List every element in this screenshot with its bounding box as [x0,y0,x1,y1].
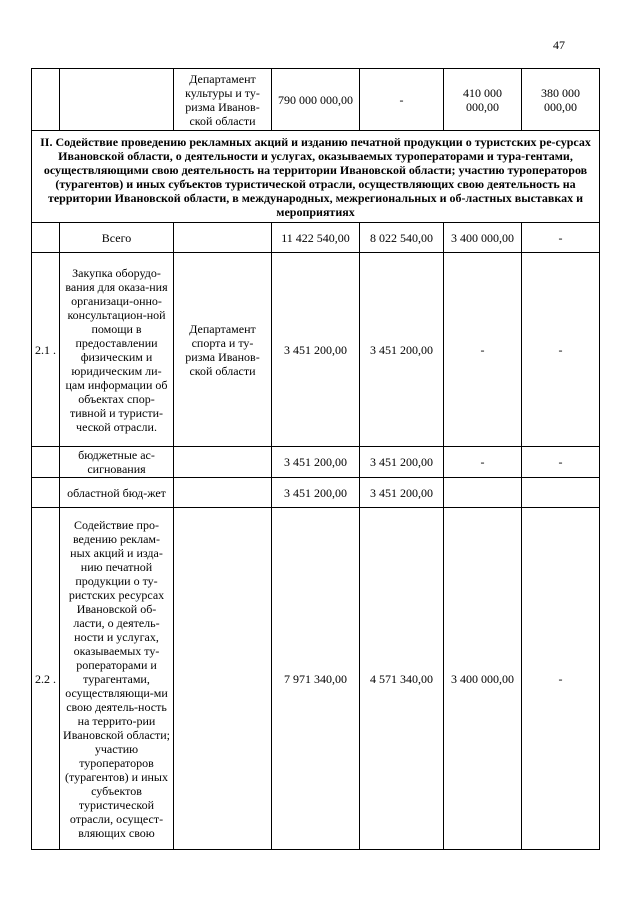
year-cell: 3 400 000,00 [444,223,522,253]
year-cell [444,478,522,508]
year-cell: - [444,447,522,478]
row-number-cell [32,69,60,131]
year-cell: 380 000 000,00 [522,69,600,131]
executor-cell [174,447,272,478]
activity-name: Закупка оборудо-вания для оказа-ния организаци-онно-консультацион-ной помощи в предоставлении физическим и юридическим ли-цам информации об объектах спор-тивной и туристи-ческой отрасли. [60,253,174,447]
total-cell: 790 000 000,00 [272,69,360,131]
table-row [32,478,600,508]
executor-cell [174,508,272,850]
year-cell: 3 451 200,00 [360,478,444,508]
executor-cell: Департамент спорта и ту-ризма Иванов-ской области [174,253,272,447]
total-cell: 3 451 200,00 [272,478,360,508]
year-cell: - [522,447,600,478]
executor-cell [174,478,272,508]
year-cell: - [522,223,600,253]
activity-name: бюджетные ас-сигнования [60,447,174,478]
year-cell: 3 451 200,00 [360,447,444,478]
activity-name: Содействие про-ведению реклам-ных акций и изда-нию печатной продукции о ту-ристских ресурсах Ивановской об-ласти, о деятель-ности и услугах, оказываемых ту-роператорами и турагентами, осуществляющи-ми свою деятель-ность на террито-рии Ивановской области; участию туроператоров (турагентов) и иных субъектов туристической отрасли, осущест-вляющих свою [60,508,174,850]
year-cell [522,478,600,508]
table-row [32,69,600,131]
total-row [32,223,600,253]
year-cell: 410 000 000,00 [444,69,522,131]
activity-name-cell [60,69,174,131]
row-number-cell [32,223,60,253]
table-row [32,253,600,447]
row-number: 2.2 . [32,508,60,850]
total-cell: 3 451 200,00 [272,447,360,478]
row-number: 2.1 . [32,253,60,447]
total-cell: 7 971 340,00 [272,508,360,850]
executor-cell: Департамент культуры и ту-ризма Иванов-ской области [174,69,272,131]
activity-name: областной бюд-жет [60,478,174,508]
executor-cell [174,223,272,253]
total-label: Всего [60,223,174,253]
year-cell: - [444,253,522,447]
table-row [32,508,600,850]
year-cell: 3 400 000,00 [444,508,522,850]
total-cell: 3 451 200,00 [272,253,360,447]
section-title: II. Содействие проведению рекламных акций и изданию печатной продукции о туристских ре-сурсах Ивановской области, о деятельности и услугах, оказываемых туроператорами и тура-гентами, осуществляющими свою деятельность на территории Ивановской области; участию туроператоров (турагентов) и иных субъектов туристической отрасли, осуществляющих свою деятельность на территории Ивановской области, в международных, межрегиональных и об-ластных выставках и мероприятиях [32,131,600,223]
year-cell: - [360,69,444,131]
year-cell: 4 571 340,00 [360,508,444,850]
year-cell: - [522,253,600,447]
table-row [32,447,600,478]
section-header-row [32,131,600,223]
page-number: 47 [553,38,565,52]
row-number-cell [32,478,60,508]
year-cell: 8 022 540,00 [360,223,444,253]
row-number-cell [32,447,60,478]
budget-table [31,68,600,850]
total-cell: 11 422 540,00 [272,223,360,253]
year-cell: 3 451 200,00 [360,253,444,447]
year-cell: - [522,508,600,850]
